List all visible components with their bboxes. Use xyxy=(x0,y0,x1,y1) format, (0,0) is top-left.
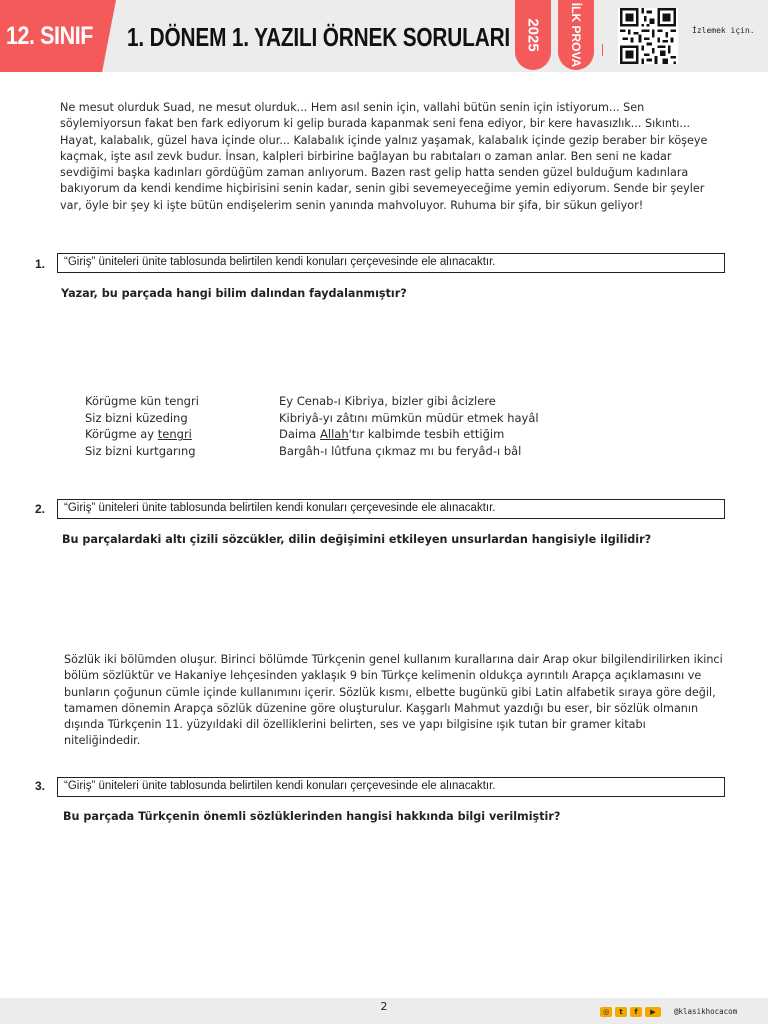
year-badge xyxy=(515,0,551,70)
poem-left-line: Körügme kün tengri xyxy=(85,394,199,408)
passage-1: Ne mesut olurduk Suad, ne mesut olurduk... Hem asıl senin için, vallahi bütün senin için istiyorum... Sen söylemiyorsun fakat ben fark ediyorum ki gelip burada kapanmak seni fena ediyor, bir kere havasızlık... Sıkıntı... Hayat, kalabalık, güzel hava içinde olur... Kalabalık içinde yalnız yaşamak, kalabalık içinde gezip beraber bir köşeye kaçmak, işte asıl zevk budur. İnsan, kalpleri birbirine bağlayan bu rabıtaları o zaman anlar. Ben seni ne kadar sevdiğimi başka kadınları gördüğüm zaman anlıyorum. Bazen rast gelip hatta senden güzel bulduğum kadınlara bakıyorum da kendi kendime hiçbirisini senin kadar, senin gibi sevemeyeceğime yemin ediyorum. Sende bir şeyler var, öyle bir şey ki işte bütün endişelerim senin yanında mahvoluyor. Ruhuma bir şifa, bir sükun geliyor! xyxy=(60,101,708,212)
prova-label: İLK PROVA xyxy=(569,2,583,68)
instagram-icon[interactable]: ◎ xyxy=(600,1007,612,1017)
twitter-icon[interactable]: t xyxy=(615,1007,627,1017)
poem-right-line: Kibriyâ-yı zâtını mümkün müdür etmek hayâl xyxy=(279,410,539,425)
poem-right-line: Bargâh-ı lûtfuna çıkmaz mı bu feryâd-ı bâl xyxy=(279,444,522,459)
question-1-note: “Giriş” üniteleri ünite tablosunda belirtilen kendi konuları çerçevesinde ele alınacaktır. xyxy=(57,253,725,273)
poem-left xyxy=(85,393,199,460)
facebook-icon[interactable]: f xyxy=(630,1007,642,1017)
question-3-text: Bu parçada Türkçenin önemli sözlüklerinden hangisi hakkında bilgi verilmiştir? xyxy=(63,810,561,823)
poem-right-line: Ey Cenab-ı Kibriya, bizler gibi âcizlere xyxy=(279,394,496,408)
poem-right-line3-pre: Daima xyxy=(279,427,321,442)
grade-label: 12. SINIF xyxy=(6,22,93,50)
prova-badge xyxy=(558,0,594,70)
watch-label: İzlemek için. xyxy=(692,26,755,35)
page-footer xyxy=(0,998,768,1024)
question-3-number: 3. xyxy=(35,779,46,793)
poem-left-line: Siz bizni küzeding xyxy=(85,410,188,425)
question-1-number: 1. xyxy=(35,257,46,271)
underlined-word: tengri xyxy=(157,427,192,442)
question-2-number: 2. xyxy=(35,502,46,516)
header-divider xyxy=(602,44,603,56)
poem-right xyxy=(279,393,539,460)
poem-left-line: Siz bizni kurtgarıng xyxy=(85,444,196,459)
poem-right-line xyxy=(279,426,539,443)
passage-3: Sözlük iki bölümden oluşur. Birinci bölümde Türkçenin genel kullanım kurallarına dair Arap okur bilgilendirilirken ikinci bölüm sözlüktür ve Hakaniye lehçesinden yaklaşık 9 bin Türkçe kelimenin oldukça ayrıntılı Arapça açıklamasını ve bunların çoğunun cümle içinde kullanımını içerir. Sözlük kısmı, elbette bugünkü gibi Latin alfabetik sıraya göre değil, tamamen dönemin Arapça sözlük düzenine göre oluşturulur. Kaşgarlı Mahmut yazdığı bu eser, bir sözlük olmanın dışında Türkçenin 11. yüzyıldaki dil özelliklerini belirten, ses ve yapı bilgisine ışık tutan bir gramer kitabı niteliğindedir. xyxy=(64,653,723,748)
social-handle[interactable]: @klasikhocacom xyxy=(674,1007,738,1016)
poem-left-line3-pre: Körügme ay xyxy=(85,427,158,442)
poem-right-line3-post: 'tır kalbimde tesbih ettiğim xyxy=(348,427,505,442)
youtube-icon[interactable]: ▶ xyxy=(645,1007,661,1017)
question-1-text: Yazar, bu parçada hangi bilim dalından faydalanmıştır? xyxy=(61,287,407,300)
page-number: 2 xyxy=(380,1000,388,1013)
underlined-word: Allah xyxy=(320,427,349,442)
poem-left-line xyxy=(85,426,199,443)
question-2-note: “Giriş” üniteleri ünite tablosunda belirtilen kendi konuları çerçevesinde ele alınacaktır. xyxy=(57,499,725,519)
page-title: 1. DÖNEM 1. YAZILI ÖRNEK SORULARI xyxy=(127,22,511,52)
page-header xyxy=(0,0,768,72)
social-links xyxy=(600,1007,661,1017)
question-2-text: Bu parçalardaki altı çizili sözcükler, dilin değişimini etkileyen unsurlardan hangisiyle ilgilidir? xyxy=(62,533,652,546)
year-label: 2025 xyxy=(524,18,542,52)
question-3-note: “Giriş” üniteleri ünite tablosunda belirtilen kendi konuları çerçevesinde ele alınacaktır. xyxy=(57,777,725,797)
qr-code-icon[interactable] xyxy=(618,8,678,64)
